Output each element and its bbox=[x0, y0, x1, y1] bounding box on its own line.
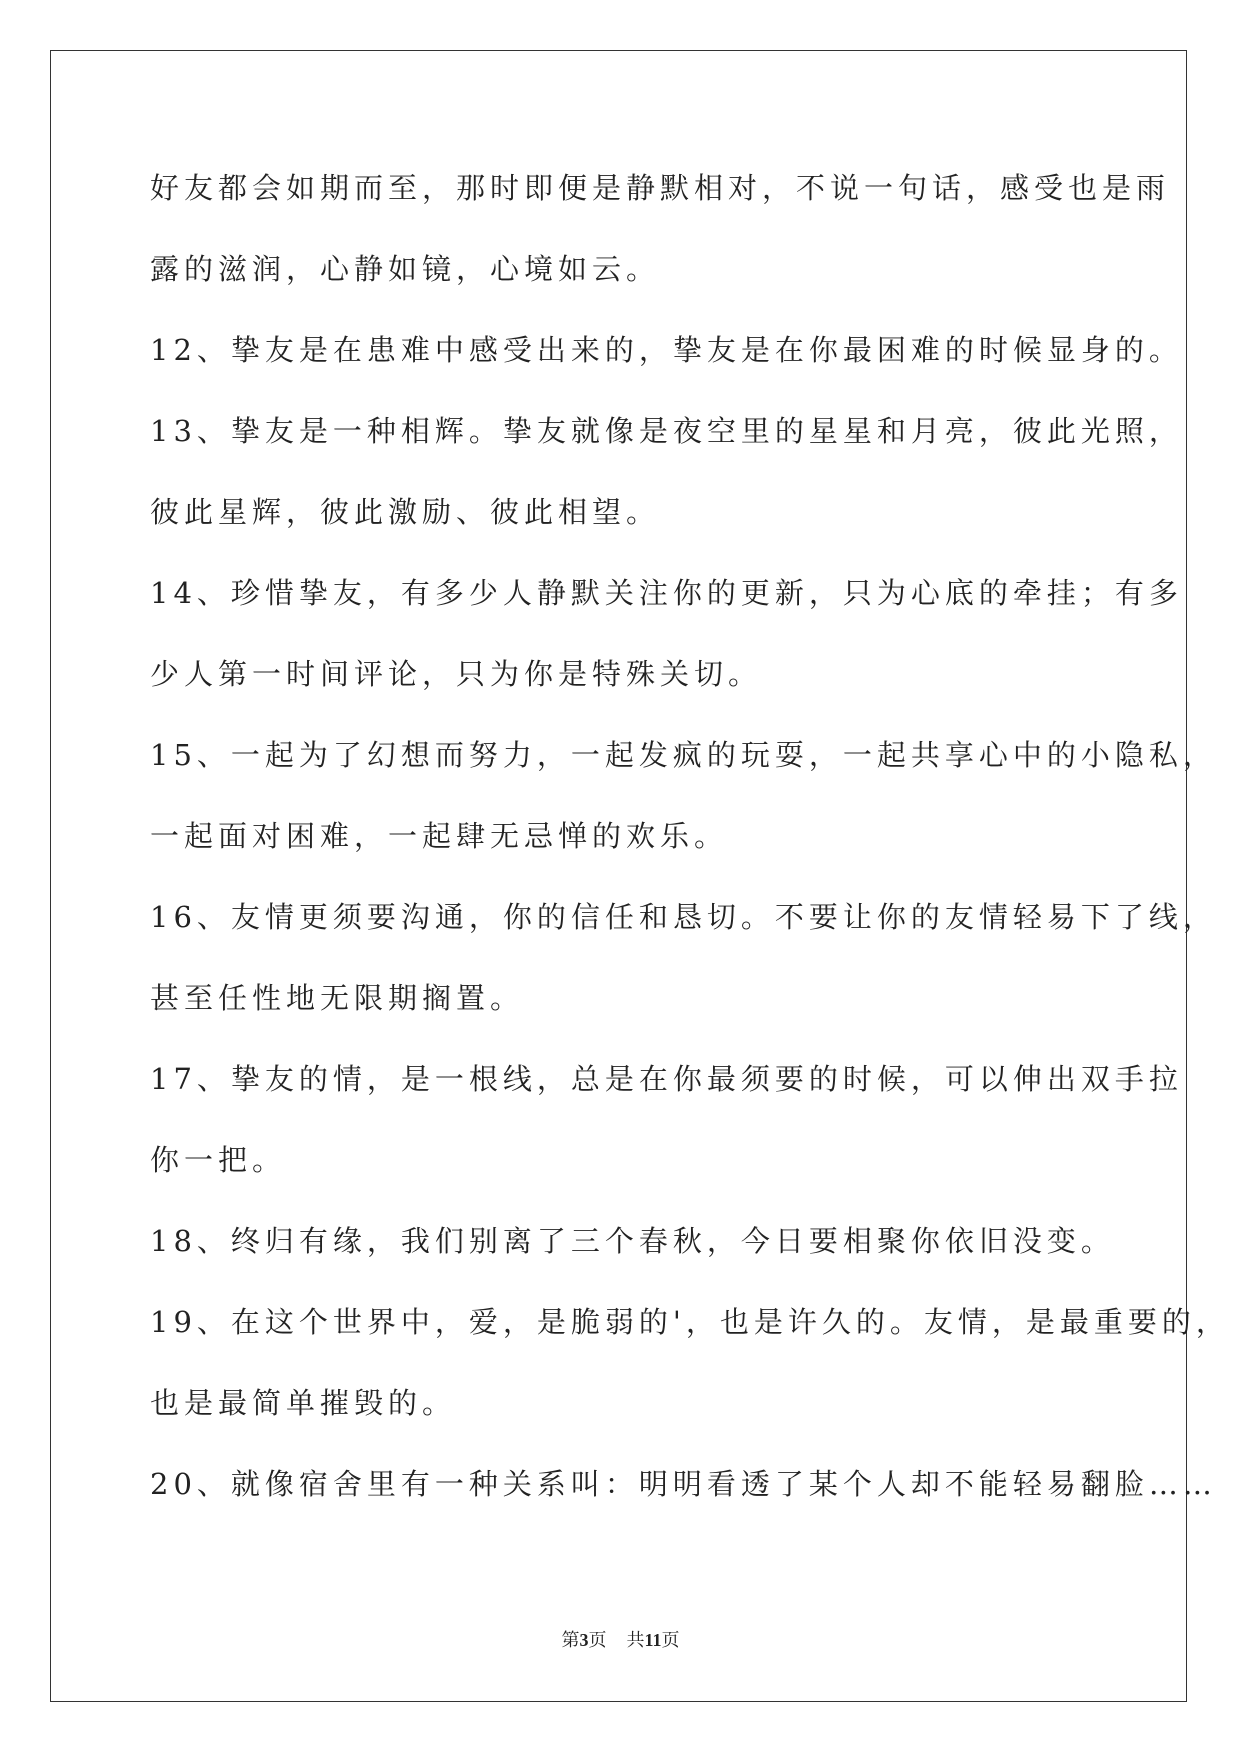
text-line: 少人第一时间评论，只为你是特殊关切。 bbox=[150, 657, 763, 691]
text-line: 14、珍惜挚友，有多少人静默关注你的更新，只为心底的牵挂；有多 bbox=[150, 576, 1183, 610]
text-line: 18、终归有缘，我们别离了三个春秋，今日要相聚你依旧没变。 bbox=[150, 1224, 1115, 1258]
text-line: 12、挚友是在患难中感受出来的，挚友是在你最困难的时候显身的。 bbox=[150, 333, 1183, 367]
text-line: 彼此星辉，彼此激励、彼此相望。 bbox=[150, 495, 661, 529]
total-pages: 11 bbox=[644, 1630, 662, 1650]
text-line: 好友都会如期而至，那时即便是静默相对，不说一句话，感受也是雨 bbox=[150, 171, 1171, 205]
total-prefix: 共 bbox=[626, 1630, 645, 1651]
text-line: 你一把。 bbox=[150, 1143, 287, 1177]
page-prefix: 第 bbox=[561, 1630, 580, 1651]
total-suffix: 页 bbox=[661, 1630, 680, 1651]
text-line: 甚至任性地无限期搁置。 bbox=[150, 981, 525, 1015]
document-body bbox=[150, 163, 1230, 1540]
page-suffix: 页 bbox=[588, 1630, 607, 1651]
page-footer bbox=[0, 1626, 1241, 1652]
text-line: 15、一起为了幻想而努力，一起发疯的玩耍，一起共享心中的小隐私， bbox=[150, 738, 1217, 772]
text-line: 一起面对困难，一起肆无忌惮的欢乐。 bbox=[150, 819, 729, 853]
text-line: 也是最简单摧毁的。 bbox=[150, 1386, 457, 1420]
text-line: 露的滋润，心静如镜，心境如云。 bbox=[150, 252, 661, 286]
page-number: 3 bbox=[579, 1630, 589, 1650]
text-line: 19、在这个世界中，爱，是脆弱的'，也是许久的。友情，是最重要的， bbox=[150, 1305, 1230, 1339]
text-line: 17、挚友的情，是一根线，总是在你最须要的时候，可以伸出双手拉 bbox=[150, 1062, 1183, 1096]
text-line: 13、挚友是一种相辉。挚友就像是夜空里的星星和月亮，彼此光照， bbox=[150, 414, 1183, 448]
text-line: 20、就像宿舍里有一种关系叫：明明看透了某个人却不能轻易翻脸…… bbox=[150, 1467, 1217, 1501]
text-line: 16、友情更须要沟通，你的信任和恳切。不要让你的友情轻易下了线， bbox=[150, 900, 1217, 934]
